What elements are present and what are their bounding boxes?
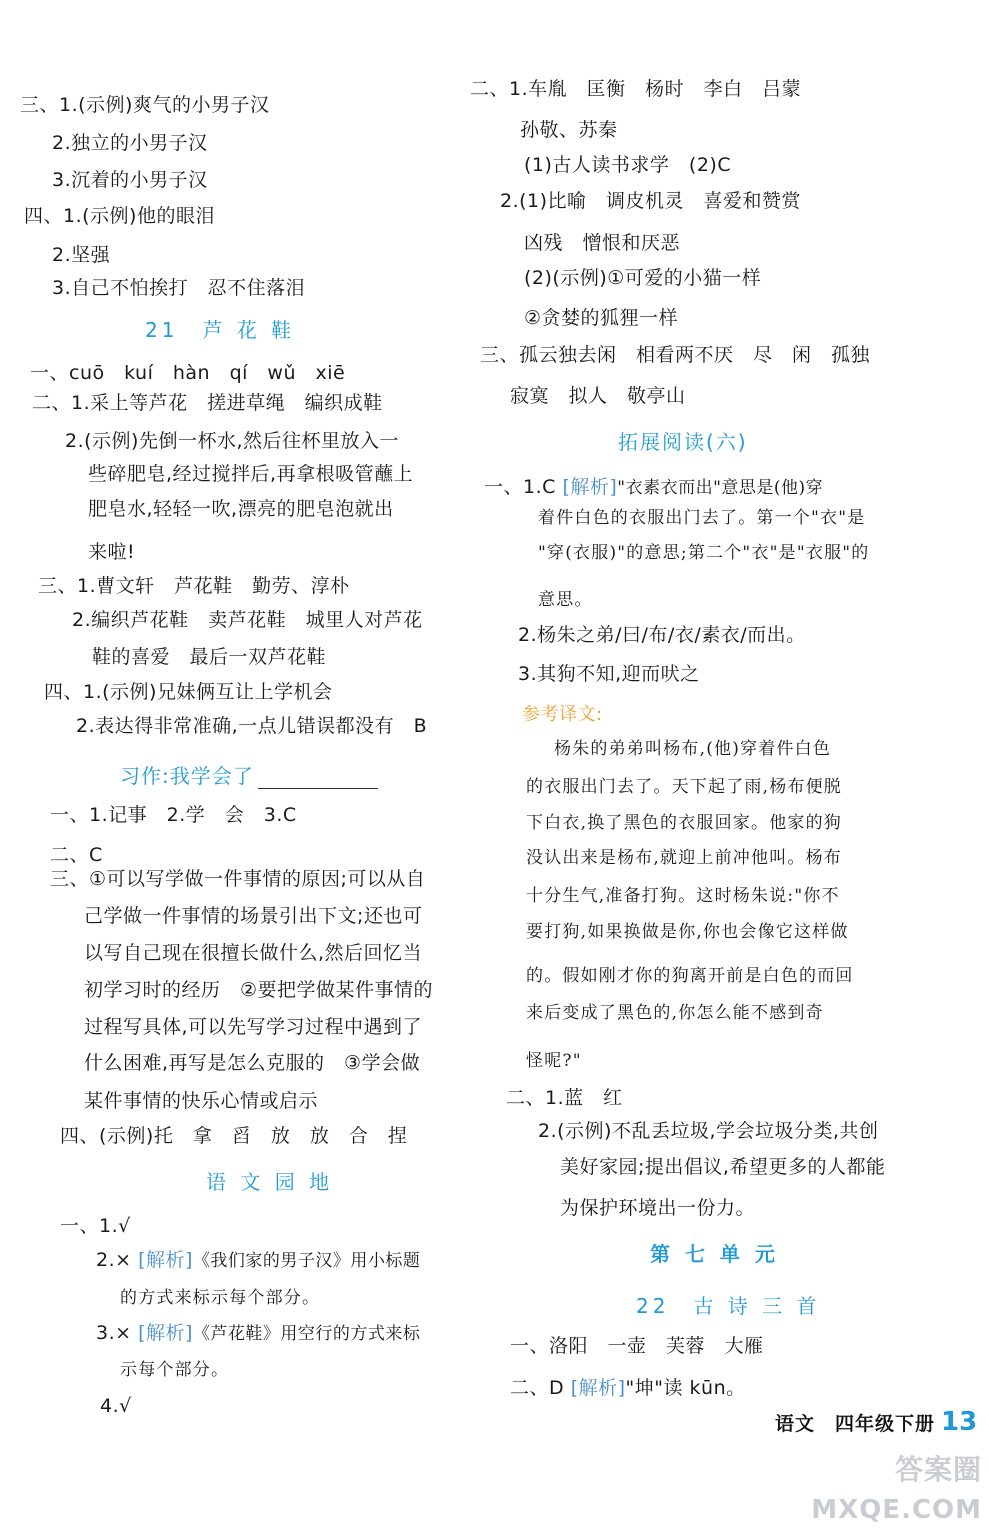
answer-line: 些碎肥皂,经过搅拌后,再拿根吸管蘸上 bbox=[88, 463, 414, 485]
answer-mark: 2.× bbox=[96, 1249, 132, 1271]
answer-line bbox=[96, 1247, 420, 1274]
answer-line: 2.杨朱之弟/曰/布/衣/素衣/而出。 bbox=[518, 624, 806, 646]
analysis-text: "衣素衣而出"意思是(他)穿 bbox=[617, 478, 824, 498]
answer-line: 二、1.车胤 匡衡 杨时 李白 吕蒙 bbox=[470, 78, 802, 100]
answer-line: 孙敬、苏秦 bbox=[520, 119, 618, 141]
analysis-text: 《我们家的男子汉》用小标题 bbox=[192, 1251, 421, 1271]
answer-line: 初学习时的经历 ②要把学做某件事情的 bbox=[84, 979, 434, 1001]
answer-line: 凶残 憎恨和厌恶 bbox=[524, 232, 681, 254]
translation-line: 的。假如刚才你的狗离开前是白色的而回 bbox=[526, 966, 854, 986]
answer-mark: 二、D bbox=[510, 1377, 565, 1399]
answer-line: 三、①可以写学做一件事情的原因;可以从自 bbox=[50, 868, 426, 890]
answer-line: 二、C bbox=[50, 844, 103, 866]
answer-line: 三、1.曹文轩 芦花鞋 勤劳、淳朴 bbox=[38, 575, 350, 597]
analysis-text: 《芦花鞋》用空行的方式来标 bbox=[192, 1324, 421, 1344]
answer-line bbox=[510, 1375, 746, 1401]
analysis-text: "穿(衣服)"的意思;第二个"衣"是"衣服"的 bbox=[538, 543, 870, 563]
answer-line: 3.沉着的小男子汉 bbox=[52, 169, 208, 191]
answer-line: 肥皂水,轻轻一吹,漂亮的肥皂泡就出 bbox=[88, 498, 394, 520]
answer-line: 2.编织芦花鞋 卖芦花鞋 城里人对芦花 bbox=[72, 609, 423, 631]
answer-line bbox=[96, 1320, 420, 1347]
translation-line: 杨朱的弟弟叫杨布,(他)穿着件白色 bbox=[554, 739, 832, 759]
analysis-text: 意思。 bbox=[538, 590, 593, 610]
page-footer bbox=[775, 1407, 977, 1437]
answer-line: 2.(示例)不乱丢垃圾,学会垃圾分类,共创 bbox=[538, 1120, 879, 1142]
answer-line bbox=[484, 474, 823, 501]
answer-line: 一、1.记事 2.学 会 3.C bbox=[50, 804, 297, 826]
answer-mark: 一、1.C bbox=[484, 476, 556, 498]
answer-line: 一、1.√ bbox=[60, 1215, 131, 1237]
answer-line: (1)古人读书求学 (2)C bbox=[524, 154, 732, 176]
blank-underline bbox=[258, 770, 378, 789]
answer-line: 二、1.采上等芦花 搓进草绳 编织成鞋 bbox=[32, 392, 383, 414]
answer-line: 3.自己不怕挨打 忍不住落泪 bbox=[52, 277, 306, 299]
answer-line: ②贪婪的狐狸一样 bbox=[524, 307, 679, 329]
translation-line: 怪呢?" bbox=[526, 1051, 582, 1071]
translation-line: 要打狗,如果换做是你,你也会像它这样做 bbox=[526, 922, 849, 942]
watermark bbox=[806, 1450, 982, 1530]
answer-line: 三、1.(示例)爽气的小男子汉 bbox=[20, 94, 270, 116]
answer-line: 四、1.(示例)兄妹俩互让上学机会 bbox=[44, 681, 333, 703]
answer-line: 某件事情的快乐心情或启示 bbox=[84, 1090, 319, 1112]
answer-line: 为保护环境出一份力。 bbox=[560, 1197, 756, 1219]
watermark-line: 答案圈 bbox=[894, 1453, 982, 1486]
answer-line: 一、洛阳 一壶 芙蓉 大雁 bbox=[510, 1335, 764, 1357]
answer-line: 以写自己现在很擅长做什么,然后回忆当 bbox=[84, 942, 423, 964]
page-number: 13 bbox=[941, 1407, 978, 1437]
analysis-text: 的方式来标示每个部分。 bbox=[120, 1288, 321, 1308]
answer-line: (2)(示例)①可爱的小猫一样 bbox=[524, 267, 762, 289]
writing-title bbox=[120, 760, 378, 789]
analysis-text: 着件白色的衣服出门去了。第一个"衣"是 bbox=[538, 508, 866, 528]
answer-line: 寂寞 拟人 敬亭山 bbox=[510, 385, 686, 407]
answer-line: 四、(示例)托 拿 舀 放 放 合 捏 bbox=[60, 1125, 408, 1147]
answer-line: 4.√ bbox=[100, 1395, 132, 1417]
answer-line: 一、cuō kuí hàn qí wǔ xiē bbox=[30, 362, 346, 384]
answer-line: 3.其狗不知,迎而吠之 bbox=[518, 663, 700, 685]
writing-title-text: 习作:我学会了 bbox=[120, 764, 254, 788]
analysis-text: "坤"读 kūn。 bbox=[625, 1377, 746, 1399]
translation-line: 来后变成了黑色的,你怎么能不感到奇 bbox=[526, 1003, 824, 1023]
unit-seven-title: 第 七 单 元 bbox=[650, 1242, 779, 1266]
answer-line: 2.(示例)先倒一杯水,然后往杯里放入一 bbox=[65, 430, 399, 452]
answer-line: 2.表达得非常准确,一点儿错误都没有 B bbox=[76, 715, 428, 737]
translation-line: 的衣服出门去了。天下起了雨,杨布便脱 bbox=[526, 777, 843, 797]
translation-line: 十分生气,准备打狗。这时杨朱说:"你不 bbox=[526, 886, 840, 906]
analysis-tag: [解析] bbox=[570, 1377, 626, 1399]
analysis-tag: [解析] bbox=[562, 476, 618, 498]
answer-line: 2.坚强 bbox=[52, 244, 111, 266]
answer-line: 己学做一件事情的场景引出下文;还也可 bbox=[84, 905, 423, 927]
reference-translation-label: 参考译文: bbox=[522, 704, 603, 725]
answer-mark: 3.× bbox=[96, 1322, 132, 1344]
answer-line: 四、1.(示例)他的眼泪 bbox=[24, 205, 215, 227]
analysis-text: 示每个部分。 bbox=[120, 1360, 230, 1380]
answer-line: 什么困难,再写是怎么克服的 ③学会做 bbox=[84, 1052, 421, 1074]
subject-grade-label: 语文 四年级下册 bbox=[775, 1413, 936, 1435]
answer-line: 过程写具体,可以先写学习过程中遇到了 bbox=[84, 1016, 423, 1038]
analysis-tag: [解析] bbox=[138, 1322, 193, 1344]
answer-line: 鞋的喜爱 最后一双芦花鞋 bbox=[92, 646, 327, 668]
watermark-line: MXQE.COM bbox=[811, 1495, 982, 1525]
answer-line: 2.(1)比喻 调皮机灵 喜爱和赞赏 bbox=[500, 190, 802, 212]
translation-line: 下白衣,换了黑色的衣服回家。他家的狗 bbox=[526, 813, 843, 833]
translation-line: 没认出来是杨布,就迎上前冲他叫。杨布 bbox=[526, 848, 843, 868]
lesson-21-title: 21 芦 花 鞋 bbox=[145, 318, 296, 342]
answer-line: 二、1.蓝 红 bbox=[506, 1087, 623, 1109]
analysis-tag: [解析] bbox=[138, 1249, 193, 1271]
lesson-22-title: 22 古 诗 三 首 bbox=[636, 1294, 821, 1318]
answer-line: 2.独立的小男子汉 bbox=[52, 132, 208, 154]
answer-line: 三、孤云独去闲 相看两不厌 尽 闲 孤独 bbox=[480, 344, 871, 366]
answer-line: 来啦! bbox=[88, 541, 136, 563]
answer-line: 美好家园;提出倡议,希望更多的人都能 bbox=[560, 1156, 886, 1178]
extended-reading-title: 拓展阅读(六) bbox=[618, 430, 748, 454]
chinese-garden-title: 语 文 园 地 bbox=[206, 1170, 334, 1194]
